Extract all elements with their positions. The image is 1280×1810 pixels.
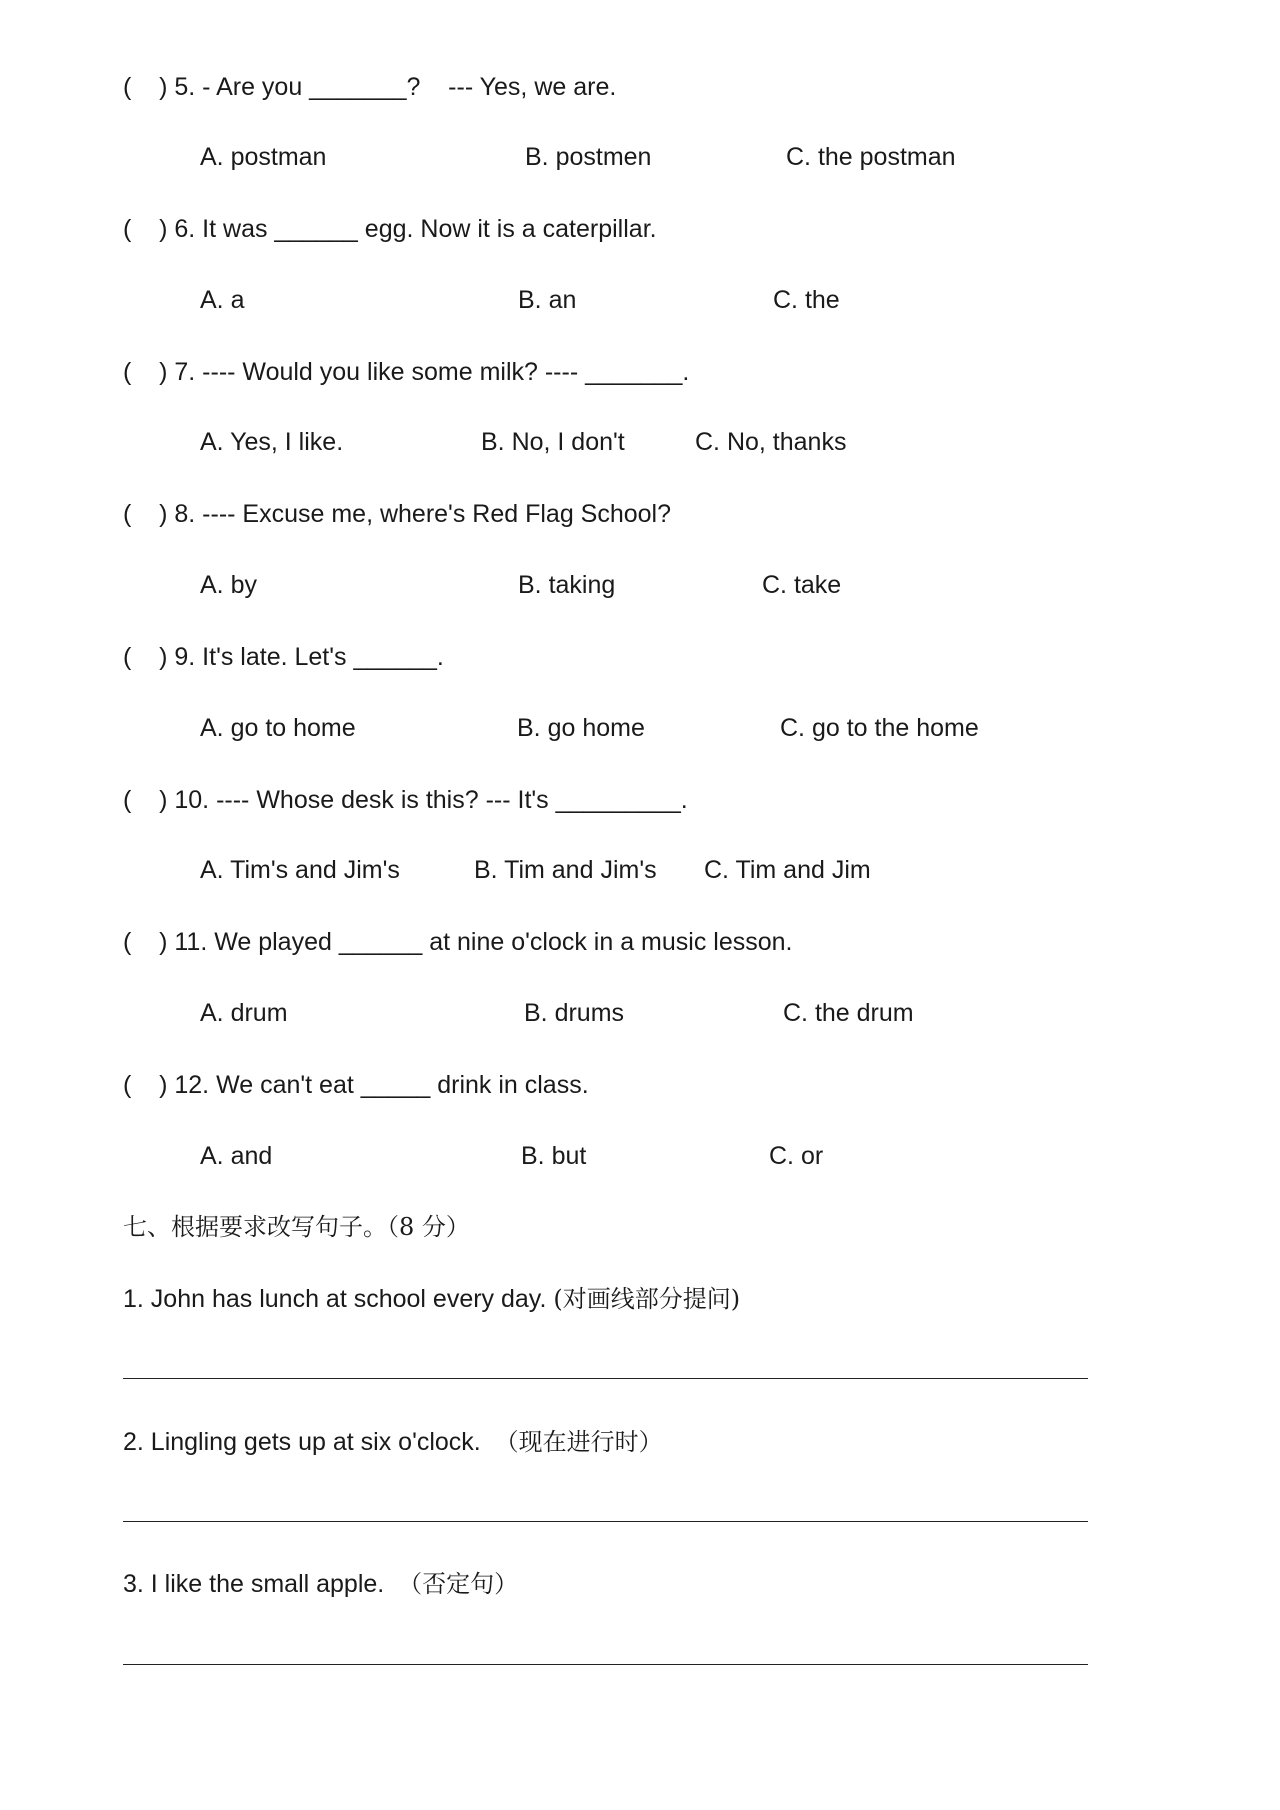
rewrite-item-3-sentence: 3. I like the small apple. (123, 1570, 399, 1598)
question-12-option-a: A. and (200, 1142, 273, 1170)
rewrite-item-1-note: (对画线部分提问) (553, 1285, 741, 1313)
question-11-option-b: B. drums (524, 999, 625, 1027)
rewrite-item-1-sentence: 1. John has lunch at school every day. (123, 1285, 554, 1313)
question-9: ( ) 9. It's late. Let's ______. (123, 643, 444, 671)
question-6: ( ) 6. It was ______ egg. Now it is a caterpillar. (123, 215, 657, 243)
question-8-option-c: C. take (762, 571, 842, 599)
question-9-option-c: C. go to the home (780, 714, 979, 742)
rewrite-item-3 (123, 1569, 518, 1599)
question-6-option-c: C. the (773, 286, 840, 314)
answer-line-2 (123, 1521, 1088, 1522)
question-6-option-b: B. an (518, 286, 577, 314)
question-10: ( ) 10. ---- Whose desk is this? --- It's _________. (123, 786, 688, 814)
question-7-option-b: B. No, I don't (481, 428, 625, 456)
question-5-option-b: B. postmen (525, 143, 652, 171)
question-5: ( ) 5. - Are you _______? --- Yes, we are. (123, 73, 617, 101)
question-7: ( ) 7. ---- Would you like some milk? ---- _______. (123, 358, 690, 386)
question-10-option-c: C. Tim and Jim (704, 856, 871, 884)
question-12-option-b: B. but (521, 1142, 587, 1170)
rewrite-item-2-note: （现在进行时） (494, 1428, 663, 1456)
rewrite-item-3-note: （否定句） (398, 1570, 519, 1598)
rewrite-item-1 (123, 1284, 740, 1314)
question-5-option-a: A. postman (200, 143, 327, 171)
rewrite-item-2-sentence: 2. Lingling gets up at six o'clock. (123, 1428, 495, 1456)
question-9-option-a: A. go to home (200, 714, 356, 742)
rewrite-item-2 (123, 1427, 663, 1457)
question-8-option-b: B. taking (518, 571, 616, 599)
question-8-option-a: A. by (200, 571, 257, 599)
question-11-option-c: C. the drum (783, 999, 914, 1027)
question-10-option-a: A. Tim's and Jim's (200, 856, 400, 884)
section-7-heading: 七、根据要求改写句子。（8 分） (123, 1213, 470, 1241)
question-11-option-a: A. drum (200, 999, 288, 1027)
question-5-option-c: C. the postman (786, 143, 956, 171)
question-10-option-b: B. Tim and Jim's (474, 856, 657, 884)
question-6-option-a: A. a (200, 286, 245, 314)
question-12: ( ) 12. We can't eat _____ drink in class. (123, 1071, 589, 1099)
question-9-option-b: B. go home (517, 714, 645, 742)
question-7-option-a: A. Yes, I like. (200, 428, 344, 456)
question-7-option-c: C. No, thanks (695, 428, 847, 456)
answer-line-3 (123, 1664, 1088, 1665)
question-12-option-c: C. or (769, 1142, 824, 1170)
question-8: ( ) 8. ---- Excuse me, where's Red Flag School? (123, 500, 672, 528)
answer-line-1 (123, 1378, 1088, 1379)
question-11: ( ) 11. We played ______ at nine o'clock in a music lesson. (123, 928, 793, 956)
